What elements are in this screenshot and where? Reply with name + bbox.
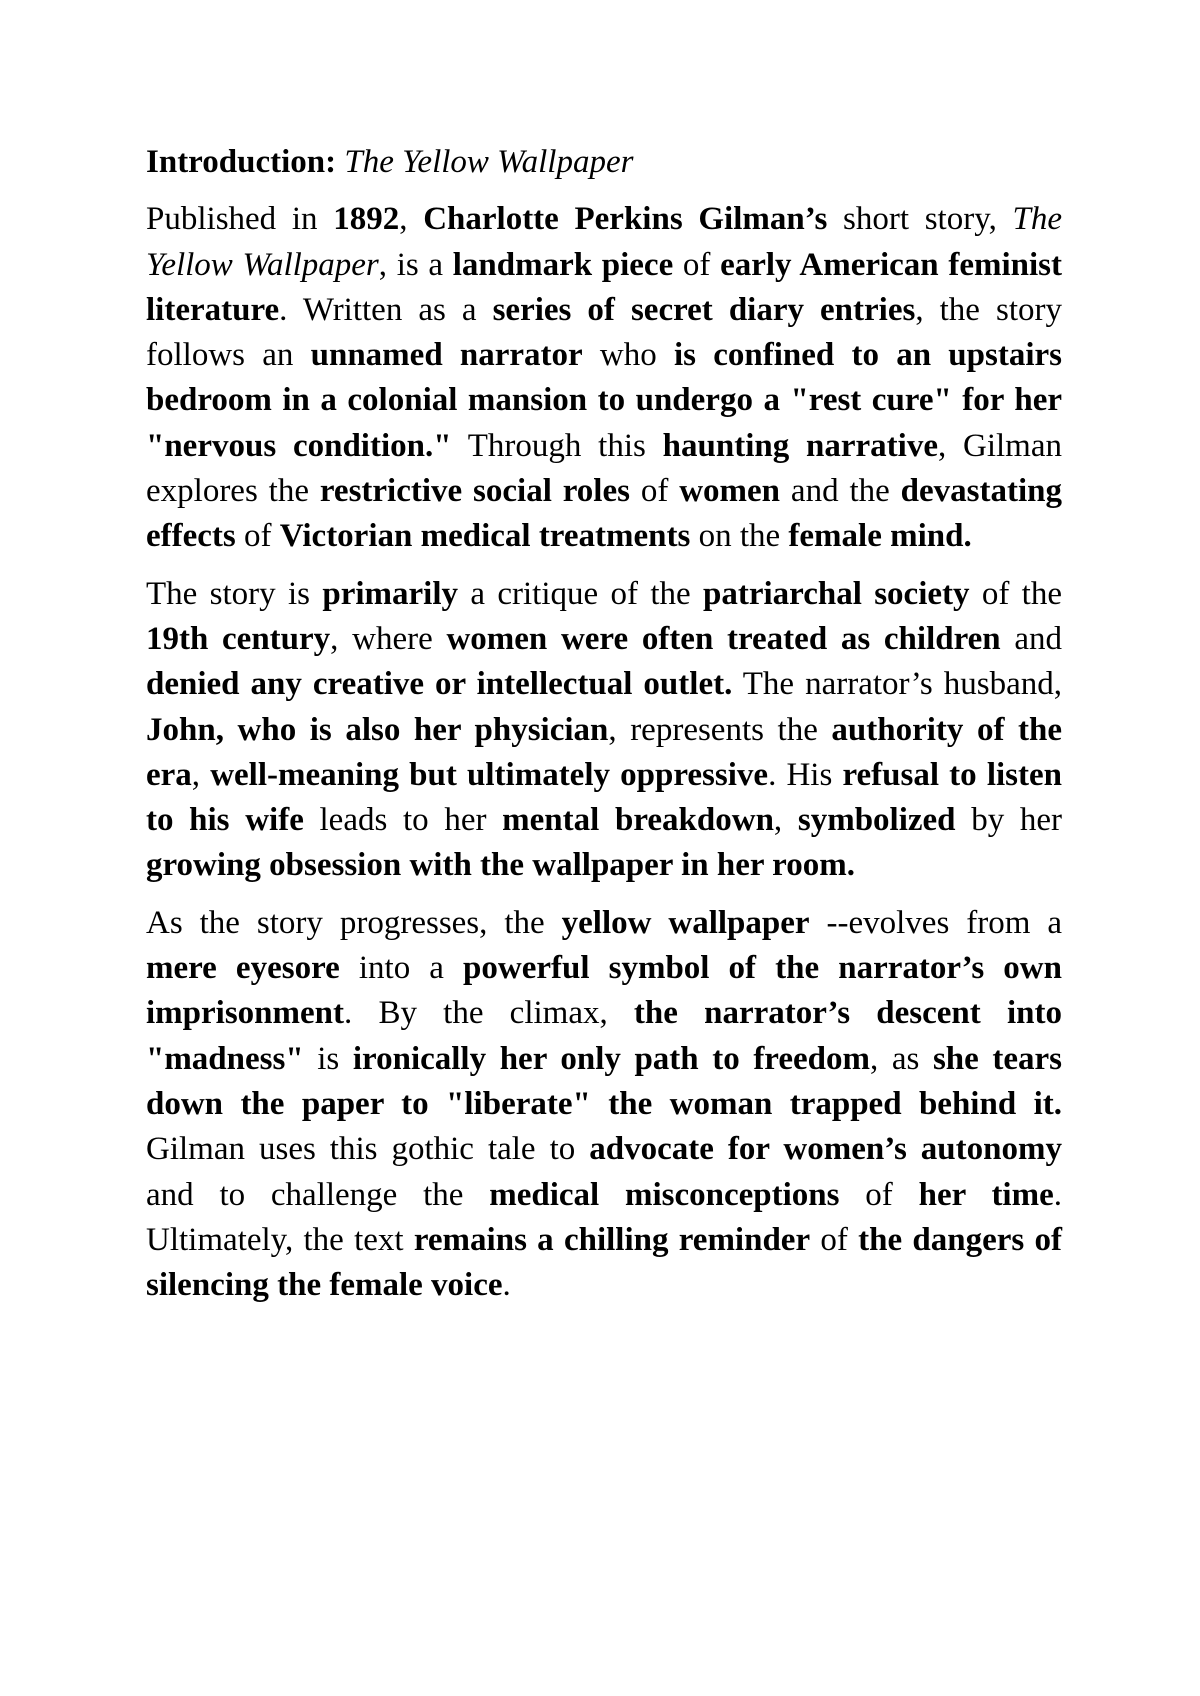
text-run: yellow wallpaper <box>561 904 810 941</box>
paragraph-3 <box>146 901 1062 1309</box>
document-body <box>146 197 1062 1308</box>
text-run: , Gilman explores the <box>146 427 1062 510</box>
text-run: remains a chilling reminder <box>413 1221 811 1258</box>
text-run: devastating effects <box>146 473 1062 555</box>
text-run: of <box>235 518 280 555</box>
text-run: she tears down the paper to "liberate" the woman trapped behind it. <box>146 1040 1062 1122</box>
heading-title: The Yellow Wallpaper <box>344 144 634 180</box>
text-run: refusal to listen to his wife <box>146 756 1062 839</box>
text-run: , <box>399 201 424 238</box>
text-run: symbolized <box>797 802 956 839</box>
text-run: on the <box>690 518 789 555</box>
text-run: female mind. <box>788 518 972 555</box>
text-run: ironically her only path to freedom <box>352 1040 870 1077</box>
text-run: and <box>1000 620 1062 657</box>
text-run: --evolves from a <box>809 904 1062 941</box>
text-run: leads to her <box>303 802 503 839</box>
text-run: powerful symbol of the narrator’s own imprisonment <box>146 950 1062 1032</box>
text-run: and to challenge the <box>146 1176 490 1213</box>
text-run: , is a <box>378 246 453 283</box>
text-run: Through this <box>451 427 663 464</box>
text-run: who <box>582 337 674 374</box>
text-run: 1892 <box>333 201 400 238</box>
text-run: . His <box>768 756 843 793</box>
text-run: haunting narrative <box>662 427 938 464</box>
text-run: medical misconceptions <box>489 1176 840 1213</box>
text-run: The Yellow Wallpaper <box>146 201 1063 283</box>
text-run: The story is <box>146 575 323 612</box>
text-run: , represents the <box>608 711 832 748</box>
text-run: , as <box>870 1040 933 1077</box>
text-run: advocate for women’s autonomy <box>589 1131 1062 1168</box>
heading-label: Introduction: <box>146 144 337 180</box>
text-run: growing obsession with the wallpaper in her room. <box>146 847 855 884</box>
text-run: and the <box>780 473 901 510</box>
text-run: of <box>810 1221 859 1258</box>
text-run: The narrator’s husband, <box>732 666 1062 703</box>
text-run: the narrator’s descent into "madness" <box>146 995 1062 1077</box>
text-run: of <box>839 1176 919 1213</box>
text-run: of the <box>969 575 1062 612</box>
text-run: primarily <box>322 575 459 612</box>
text-run: a critique of the <box>458 575 703 612</box>
text-run: Victorian medical treatments <box>279 518 691 555</box>
text-run: unnamed narrator <box>310 337 583 374</box>
text-run: authority of the era <box>146 711 1062 793</box>
text-run: landmark piece <box>452 246 674 283</box>
text-run: , where <box>330 620 447 657</box>
document-page <box>146 140 1062 1320</box>
text-run: Gilman uses this gothic tale to <box>146 1131 590 1168</box>
text-run: denied any creative or intellectual outlet. <box>146 666 733 703</box>
text-run: John, who is also her physician <box>146 711 609 748</box>
text-run: short story, <box>827 201 1013 238</box>
text-run: early American feminist literature <box>146 246 1062 328</box>
text-run: well-meaning but ultimately oppressive <box>210 756 769 793</box>
text-run: As the story progresses, the <box>146 904 562 941</box>
text-run: series of secret diary entries <box>492 291 916 328</box>
text-run: women <box>679 473 781 510</box>
text-run: of <box>629 473 680 510</box>
text-run: of <box>673 246 721 283</box>
text-run: . <box>502 1267 511 1304</box>
text-run: her time <box>918 1176 1054 1213</box>
text-run: , the story follows an <box>146 291 1062 374</box>
text-run: 19th century <box>146 620 331 657</box>
text-run: the dangers of silencing the female voice <box>146 1221 1062 1304</box>
paragraph-2 <box>146 572 1062 889</box>
text-run: mere eyesore <box>146 950 340 987</box>
document-heading <box>146 140 1062 185</box>
paragraph-1 <box>146 197 1062 559</box>
text-run: restrictive social roles <box>319 473 630 510</box>
text-run: women were often treated as children <box>446 620 1001 657</box>
text-run: is confined to an upstairs bedroom in a colonial mansion to undergo a "rest cure" for her "nervous condition." <box>146 337 1062 464</box>
text-run: , <box>773 802 798 839</box>
text-run: , <box>191 756 211 793</box>
text-run: . Written as a <box>279 291 493 328</box>
text-run: patriarchal society <box>702 575 970 612</box>
text-run: Published in <box>146 201 334 238</box>
text-run: by her <box>955 802 1063 839</box>
text-run: is <box>303 1040 353 1077</box>
text-run: mental breakdown <box>502 802 774 839</box>
text-run: Charlotte Perkins Gilman’s <box>423 201 828 238</box>
text-run: . By the climax, <box>344 995 634 1032</box>
text-run: . Ultimately, the text <box>146 1176 1062 1258</box>
text-run: into a <box>339 950 464 987</box>
